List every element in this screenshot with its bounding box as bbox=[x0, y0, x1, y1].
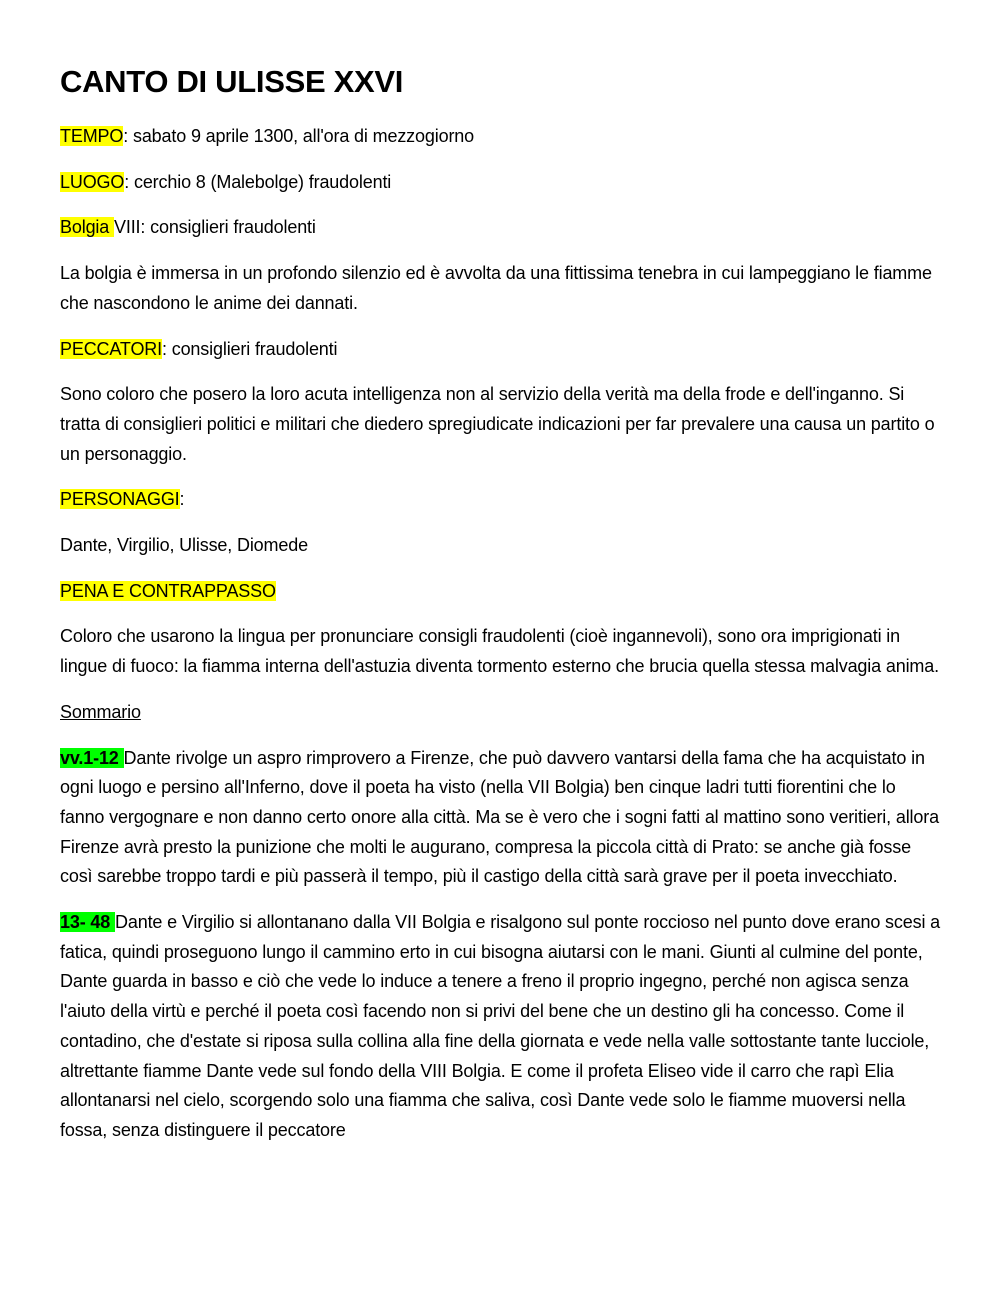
tempo-label: TEMPO bbox=[60, 126, 124, 146]
tempo-paragraph bbox=[60, 122, 940, 152]
personaggi-text: : bbox=[179, 489, 185, 510]
peccatori-text: : consiglieri fraudolenti bbox=[162, 338, 338, 359]
page-title: CANTO DI ULISSE XXVI bbox=[60, 64, 404, 99]
peccatori-paragraph bbox=[60, 335, 940, 365]
tempo-text: : sabato 9 aprile 1300, all'ora di mezzogiorno bbox=[123, 126, 475, 146]
personaggi-label: PERSONAGGI bbox=[60, 489, 180, 510]
luogo-label: LUOGO bbox=[60, 171, 125, 192]
sommario-heading bbox=[60, 698, 940, 728]
sommario-heading-text: Sommario bbox=[60, 701, 141, 722]
sommario-text: Dante e Virgilio si allontanano dalla VII Bolgia e risalgono sul ponte roccioso nel punto dove erano scesi a fatica, quindi proseguono lungo il cammino erto in cui bisogna aiutarsi con le mani. Giunti al culmine del ponte, Dante guarda in basso e ciò che vede lo induce a tenere a freno il proprio ingegno, perché non agisca senza l'aiuto della virtù e perché il poeta così facendo non si privi del bene che un destino gli ha concesso. Come il contadino, che d'estate si riposa sulla collina alla fine della giornata e vede nella valle sottostante tante lucciole, altrettante fiamme Dante vede sul fondo della VIII Bolgia. E come il profeta Eliseo vide il carro che rapì Elia allontanarsi nel cielo, scorgendo solo una fiamma che saliva, così Dante vede solo le fiamme muoversi nella fossa, senza distinguere il peccatore bbox=[60, 912, 941, 1140]
peccatori-label: PECCATORI bbox=[60, 338, 163, 359]
sommario-item bbox=[60, 908, 940, 1146]
pena-description: Coloro che usarono la lingua per pronunciare consigli fraudolenti (cioè ingannevoli), sono ora imprigionati in lingue di fuoco: la fiamma interna dell'astuzia diventa tormento esterno che brucia quella stessa malvagia anima. bbox=[60, 626, 939, 677]
pena-paragraph bbox=[60, 577, 940, 607]
personaggi-list: Dante, Virgilio, Ulisse, Diomede bbox=[60, 535, 308, 556]
sommario-item bbox=[60, 744, 940, 893]
sommario-text: Dante rivolge un aspro rimprovero a Firenze, che può davvero vantarsi della fama che ha acquistato in ogni luogo e persino all'Inferno, dove il poeta ha visto (nella VII Bolgia) ben cinque ladri tutti fiorentini che lo fanno vergognare e non danno certo onore alla città. Ma se è vero che i sogni fatti al mattino sono veritieri, allora Firenze avrà presto la punizione che molti le augurano, compresa la piccola città di Prato: se anche già fosse così sarebbe troppo tardi e più passerà il tempo, più il castigo della città sarà grave per il poeta invecchiato. bbox=[60, 747, 939, 887]
peccatori-description: Sono coloro che posero la loro acuta intelligenza non al servizio della verità ma della frode e dell'inganno. Si tratta di consiglieri politici e militari che diedero spregiudicate indicazioni per far prevalere una causa un partito o un personaggio. bbox=[60, 384, 935, 464]
bolgia-paragraph bbox=[60, 213, 940, 243]
pena-label: PENA E CONTRAPPASSO bbox=[60, 580, 276, 601]
bolgia-label: Bolgia bbox=[60, 217, 114, 238]
bolgia-description: La bolgia è immersa in un profondo silenzio ed è avvolta da una fittissima tenebra in cui lampeggiano le fiamme che nascondono le anime dei dannati. bbox=[60, 263, 932, 313]
personaggi-paragraph bbox=[60, 485, 940, 515]
sommario-verses-label: 13- 48 bbox=[60, 912, 115, 933]
luogo-text: : cerchio 8 (Malebolge) fraudolenti bbox=[124, 171, 392, 192]
luogo-paragraph bbox=[60, 168, 940, 198]
bolgia-text: VIII: consiglieri fraudolenti bbox=[114, 217, 316, 238]
sommario-verses-label: vv.1-12 bbox=[60, 747, 124, 768]
